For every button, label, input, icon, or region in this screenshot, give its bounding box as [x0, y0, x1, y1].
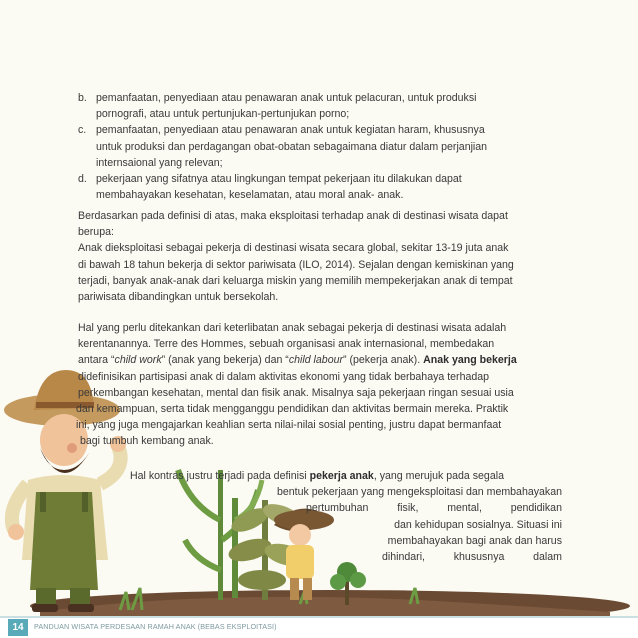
eksploitasi-list [78, 90, 562, 203]
paragraph-line: berupa: [78, 226, 114, 239]
list-line: internsaional yang relevan; [96, 156, 223, 169]
term-child-work: child work [114, 354, 162, 367]
paragraph-line: bagi tumbuh kembang anak. [80, 435, 214, 448]
paragraph-line: Berdasarkan pada definisi di atas, maka eksploitasi terhadap anak di destinasi wisata dapat [78, 210, 508, 222]
paragraph-line: antara “child work” (anak yang bekerja) dan “child labour” (pekerja anak). Anak yang bekerja [78, 354, 517, 367]
list-line: pornografi, atau untuk pertunjukan-pertunjukan porno; [96, 108, 350, 121]
paragraph-line: Hal kontras justru terjadi pada definisi pekerja anak, yang merujuk pada segala [130, 470, 504, 482]
paragraph-line: pertumbuhan fisik, mental, pendidikan [306, 502, 562, 515]
list-line: membahayakan kesehatan, keselamatan, atau moral anak- anak. [96, 189, 404, 202]
list-item [78, 122, 562, 171]
list-marker: b. [78, 92, 87, 104]
footer-title: PANDUAN WISATA PERDESAAN RAMAH ANAK (BEBAS EKSPLOITASI) [34, 622, 277, 631]
list-line: pekerjaan yang sifatnya atau lingkungan tempat pekerjaan itu dilakukan dapat [96, 173, 462, 186]
paragraph-line: di bawah 18 tahun bekerja di sektor pariwisata (ILO, 2014). Sejalan dengan kemiskinan yang [78, 258, 514, 271]
paragraph-line: terjadi, banyak anak-anak dari keluarga miskin yang memilih mempekerjakan anak di tempat [78, 274, 513, 287]
list-line: pemanfaatan, penyediaan atau penawaran anak untuk pelacuran, untuk produksi [96, 92, 477, 104]
page-number: 14 [8, 619, 28, 636]
list-line: untuk produksi dan perdagangan obat-obatan sebagaimana diatur dalam perjanjian [96, 140, 488, 153]
paragraph-anak-bekerja [78, 320, 562, 450]
term-child-labour: child labour [288, 354, 344, 367]
paragraph-line: Hal yang perlu ditekankan dari keterlibatan anak sebagai pekerja di destinasi wisata adalah [78, 322, 507, 334]
list-item [78, 171, 562, 203]
paragraph-line: ini, yang juga mengajarkan keahlian serta nilai-nilai sosial penting, justru dapat bermanfaat [76, 419, 502, 432]
list-marker: c. [78, 124, 87, 137]
footer-divider [0, 616, 638, 618]
list-item [78, 90, 562, 122]
paragraph-line: didefinisikan partisipasi anak di dalam aktivitas ekonomi yang tidak berbahaya terhadap [78, 370, 490, 383]
paragraph-line: kerentanannya. Terre des Hommes, sebuah organisasi anak internasional, membedakan [78, 338, 495, 351]
paragraph-line: dihindari, khususnya dalam [382, 551, 562, 564]
paragraph-line: perkembangan kesehatan, mental dan fisik anak. Misalnya saja pekerjaan ringan sesuai usia [78, 386, 514, 399]
term-anak-yang-bekerja: Anak yang bekerja [423, 354, 517, 367]
page-footer [0, 616, 638, 638]
paragraph-line: membahayakan bagi anak dan harus [387, 534, 562, 547]
paragraph-eksploitasi [78, 208, 562, 305]
list-marker: d. [78, 173, 87, 186]
paragraph-line: pariwisata dibandingkan untuk bersekolah. [78, 291, 279, 304]
paragraph-line: dan kemampuan, serta tidak mengganggu pendidikan dan aktivitas bermain mereka. Praktik [76, 403, 509, 416]
paragraph-line: bentuk pekerjaan yang mengeksploitasi dan membahayakan [276, 486, 562, 499]
paragraph-line: dan kehidupan sosialnya. Situasi ini [394, 518, 562, 531]
term-pekerja-anak: pekerja anak [309, 470, 374, 482]
paragraph-pekerja-anak [108, 468, 562, 565]
paragraph-line: Anak dieksploitasi sebagai pekerja di destinasi wisata secara global, sekitar 13-19 juta anak [78, 242, 509, 255]
list-line: pemanfaatan, penyediaan atau penawaran anak untuk kegiatan haram, khususnya [96, 124, 485, 137]
